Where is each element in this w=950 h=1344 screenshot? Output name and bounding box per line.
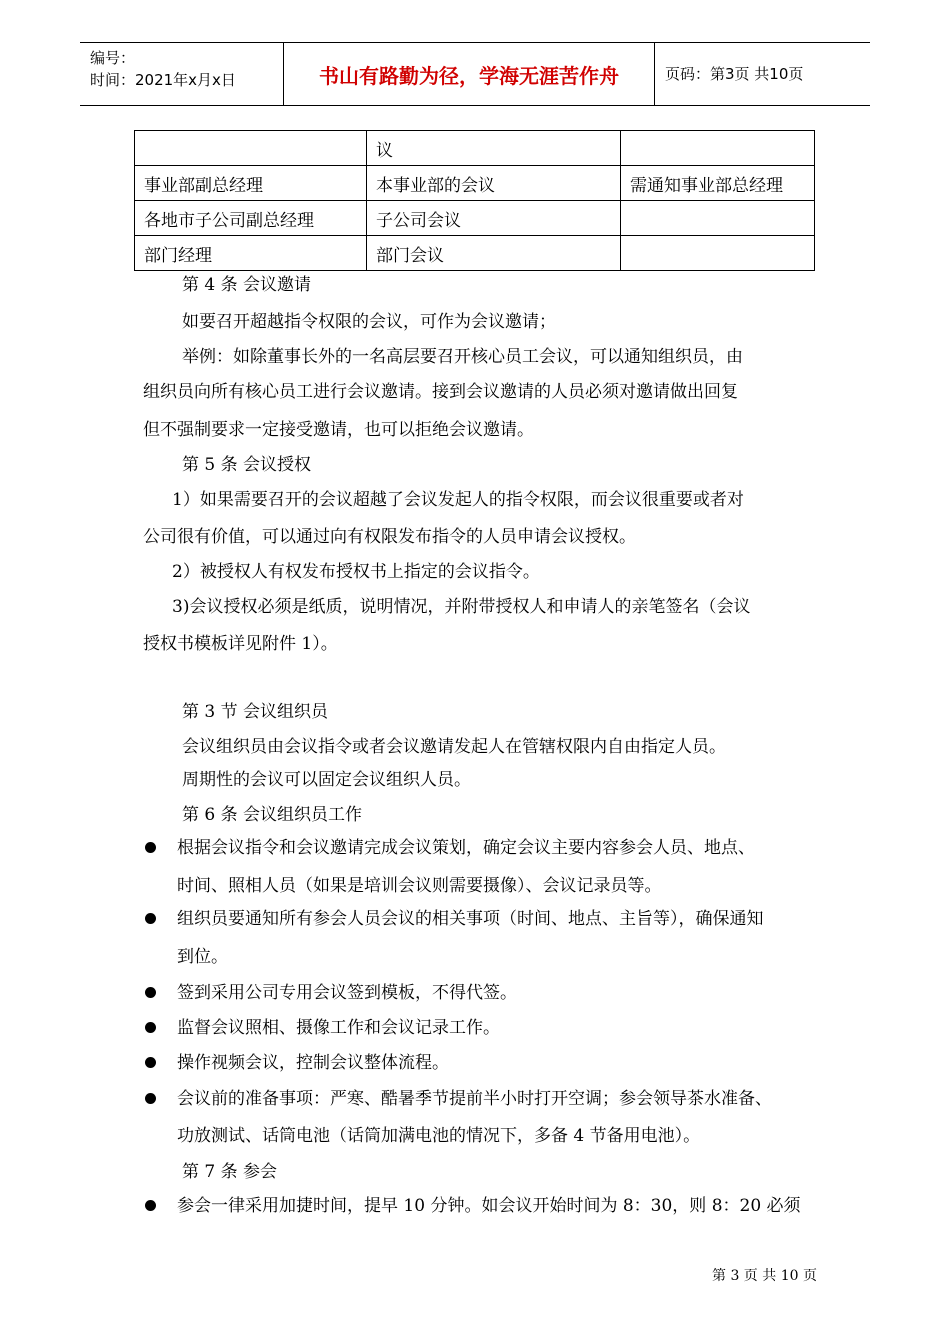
page-header: [80, 42, 870, 106]
article-7-heading: 第 7 条 参会: [182, 1162, 278, 1182]
bullet-icon: [145, 1093, 156, 1104]
paragraph-line: 会议组织员由会议指令或者会议邀请发起人在管辖权限内自由指定人员。: [182, 737, 726, 757]
list-item: 操作视频会议，控制会议整体流程。: [177, 1053, 449, 1073]
paragraph-line: 1）如果需要召开的会议超越了会议发起人的指令权限，而会议很重要或者对: [172, 490, 744, 510]
paragraph-line: 3)会议授权必须是纸质，说明情况，并附带授权人和申请人的亲笔签名（会议: [172, 597, 751, 617]
table-cell: 子公司会议: [367, 201, 621, 236]
list-item-continued: 到位。: [177, 947, 228, 967]
table-cell: [135, 131, 367, 166]
list-item: 根据会议指令和会议邀请完成会议策划，确定会议主要内容参会人员、地点、: [177, 838, 755, 858]
article-6-heading: 第 6 条 会议组织员工作: [182, 805, 363, 825]
header-time: 时间：2021年x月x日: [90, 71, 236, 89]
article-4-heading: 第 4 条 会议邀请: [182, 275, 312, 295]
paragraph-line: 周期性的会议可以固定会议组织人员。: [182, 770, 471, 790]
list-item-continued: 功放测试、话筒电池（话筒加满电池的情况下，多备 4 节备用电池）。: [177, 1126, 701, 1146]
table-row: [135, 166, 815, 201]
paragraph-line: 但不强制要求一定接受邀请，也可以拒绝会议邀请。: [143, 420, 534, 440]
header-page: 页码：第3页 共10页: [665, 65, 804, 83]
bullet-icon: [145, 913, 156, 924]
header-motto: 书山有路勤为径，学海无涯苦作舟: [283, 43, 655, 105]
header-meta: [90, 47, 236, 91]
table-cell: [621, 236, 815, 271]
paragraph-line: 举例：如除董事长外的一名高层要召开核心员工会议，可以通知组织员，由: [182, 347, 743, 367]
table-cell: 部门经理: [135, 236, 367, 271]
bullet-icon: [145, 1022, 156, 1033]
list-item: 组织员要通知所有参会人员会议的相关事项（时间、地点、主旨等），确保通知: [177, 909, 764, 929]
bullet-icon: [145, 842, 156, 853]
table-row: [135, 201, 815, 236]
list-item: 监督会议照相、摄像工作和会议记录工作。: [177, 1018, 500, 1038]
table-cell: [621, 131, 815, 166]
list-item: 签到采用公司专用会议签到模板，不得代签。: [177, 983, 517, 1003]
paragraph-line: 授权书模板详见附件 1）。: [143, 634, 338, 654]
bullet-icon: [145, 987, 156, 998]
paragraph-line: 如要召开超越指令权限的会议，可作为会议邀请；: [182, 312, 556, 332]
article-5-heading: 第 5 条 会议授权: [182, 455, 312, 475]
table-row: [135, 236, 815, 271]
paragraph-line: 公司很有价值，可以通过向有权限发布指令的人员申请会议授权。: [143, 527, 636, 547]
table-cell: 各地市子公司副总经理: [135, 201, 367, 236]
list-item: 参会一律采用加捷时间，提早 10 分钟。如会议开始时间为 8：30，则 8：20 必须: [177, 1196, 801, 1216]
paragraph-line: 2）被授权人有权发布授权书上指定的会议指令。: [172, 562, 540, 582]
list-item-continued: 时间、照相人员（如果是培训会议则需要摄像）、会议记录员等。: [177, 876, 662, 896]
table-cell: 议: [367, 131, 621, 166]
section-3-heading: 第 3 节 会议组织员: [182, 702, 329, 722]
table-cell: 部门会议: [367, 236, 621, 271]
table-cell: 事业部副总经理: [135, 166, 367, 201]
meeting-authority-table: [134, 130, 815, 271]
list-item: 会议前的准备事项：严寒、酷暑季节提前半小时打开空调；参会领导茶水准备、: [177, 1089, 772, 1109]
table-cell: [621, 201, 815, 236]
paragraph-line: 组织员向所有核心员工进行会议邀请。接到会议邀请的人员必须对邀请做出回复: [143, 382, 738, 402]
header-number: 编号：: [90, 49, 136, 67]
table-row: [135, 131, 815, 166]
table-cell: 本事业部的会议: [367, 166, 621, 201]
bullet-icon: [145, 1057, 156, 1068]
table-cell: 需通知事业部总经理: [621, 166, 815, 201]
page-footer: 第 3 页 共 10 页: [712, 1268, 817, 1284]
bullet-icon: [145, 1200, 156, 1211]
